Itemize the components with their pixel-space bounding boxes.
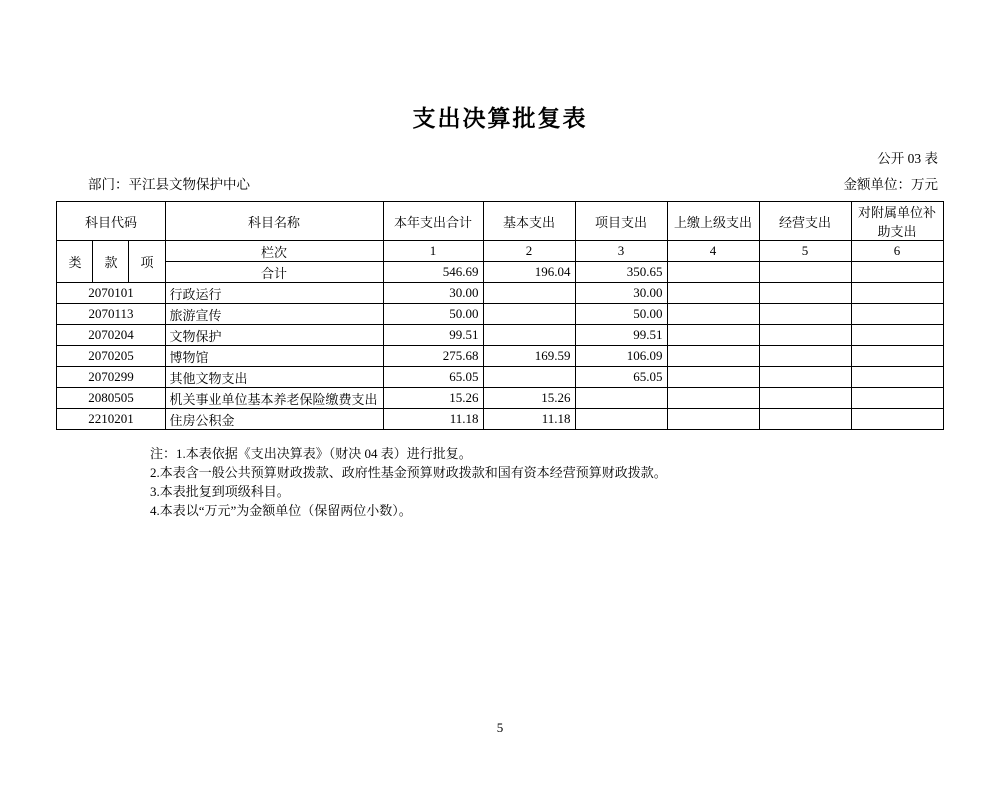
page-number: 5	[496, 720, 504, 735]
row-value-6	[851, 409, 943, 430]
lane-number-1: 1	[383, 241, 483, 262]
note-line-4: 4.本表以“万元”为金额单位（保留两位小数）。	[150, 503, 412, 518]
total-value-3: 350.65	[575, 262, 667, 283]
table-row	[57, 409, 943, 430]
total-value-4	[667, 262, 759, 283]
row-value-3: 99.51	[575, 325, 667, 346]
row-value-2: 169.59	[483, 346, 575, 367]
expenditure-table	[56, 201, 943, 430]
lane-number-5: 5	[759, 241, 851, 262]
total-value-2: 196.04	[483, 262, 575, 283]
header-cell-subsidy: 对附属单位补助支出	[851, 202, 943, 241]
row-value-5	[759, 409, 851, 430]
page-title: 支出决算批复表	[412, 106, 588, 131]
row-value-4	[667, 388, 759, 409]
row-name: 旅游宣传	[165, 304, 383, 325]
header-cell-operating: 经营支出	[759, 202, 851, 241]
row-code: 2080505	[57, 388, 165, 409]
row-value-1: 275.68	[383, 346, 483, 367]
form-code: 公开 03 表	[877, 151, 938, 166]
header-cell-total: 本年支出合计	[383, 202, 483, 241]
total-value-5	[759, 262, 851, 283]
row-code: 2070204	[57, 325, 165, 346]
row-name: 机关事业单位基本养老保险缴费支出	[165, 388, 383, 409]
row-value-1: 11.18	[383, 409, 483, 430]
row-value-2	[483, 325, 575, 346]
row-value-2	[483, 283, 575, 304]
row-name: 其他文物支出	[165, 367, 383, 388]
header-cell-code: 科目代码	[57, 202, 165, 241]
row-value-4	[667, 409, 759, 430]
row-code: 2070113	[57, 304, 165, 325]
table-row	[57, 283, 943, 304]
row-value-4	[667, 304, 759, 325]
row-value-1: 99.51	[383, 325, 483, 346]
table-notes	[0, 444, 1000, 520]
lane-number-6: 6	[851, 241, 943, 262]
table-meta-row	[0, 173, 1000, 195]
row-value-1: 30.00	[383, 283, 483, 304]
amount-unit-label: 金额单位：万元	[843, 177, 938, 192]
row-value-6	[851, 346, 943, 367]
row-value-2	[483, 367, 575, 388]
table-total-row	[57, 262, 943, 283]
document-page	[0, 100, 1000, 806]
row-value-6	[851, 367, 943, 388]
row-value-1: 15.26	[383, 388, 483, 409]
subheader-kuan: 款	[93, 241, 129, 283]
row-value-4	[667, 325, 759, 346]
row-value-5	[759, 283, 851, 304]
row-value-6	[851, 283, 943, 304]
row-value-4	[667, 346, 759, 367]
row-value-6	[851, 388, 943, 409]
row-value-1: 50.00	[383, 304, 483, 325]
total-value-1: 546.69	[383, 262, 483, 283]
table-header-row	[57, 202, 943, 241]
header-cell-project: 项目支出	[575, 202, 667, 241]
row-value-5	[759, 346, 851, 367]
row-value-4	[667, 367, 759, 388]
note-line-3: 3.本表批复到项级科目。	[150, 484, 290, 499]
row-value-1: 65.05	[383, 367, 483, 388]
row-code: 2210201	[57, 409, 165, 430]
row-value-3: 106.09	[575, 346, 667, 367]
row-name: 住房公积金	[165, 409, 383, 430]
table-row	[57, 325, 943, 346]
table-lane-row	[57, 241, 943, 262]
lane-number-4: 4	[667, 241, 759, 262]
row-value-4	[667, 283, 759, 304]
row-code: 2070101	[57, 283, 165, 304]
table-row	[57, 388, 943, 409]
row-value-5	[759, 367, 851, 388]
note-line-2: 2.本表含一般公共预算财政拨款、政府性基金预算财政拨款和国有资本经营预算财政拨款。	[150, 465, 667, 480]
header-cell-basic: 基本支出	[483, 202, 575, 241]
lane-label: 栏次	[165, 241, 383, 262]
row-code: 2070205	[57, 346, 165, 367]
row-value-3	[575, 409, 667, 430]
table-row	[57, 367, 943, 388]
row-value-2	[483, 304, 575, 325]
row-name: 文物保护	[165, 325, 383, 346]
row-value-3: 50.00	[575, 304, 667, 325]
row-code: 2070299	[57, 367, 165, 388]
subheader-xiang: 项	[129, 241, 165, 283]
total-value-6	[851, 262, 943, 283]
row-value-6	[851, 304, 943, 325]
department-label: 部门：平江县文物保护中心	[88, 177, 250, 192]
row-value-6	[851, 325, 943, 346]
total-label: 合计	[165, 262, 383, 283]
row-value-5	[759, 325, 851, 346]
row-value-3: 65.05	[575, 367, 667, 388]
row-value-5	[759, 388, 851, 409]
row-value-5	[759, 304, 851, 325]
lane-number-3: 3	[575, 241, 667, 262]
note-line-1: 注：1.本表依据《支出决算表》（财决 04 表）进行批复。	[150, 446, 472, 461]
subheader-lei: 类	[57, 241, 93, 283]
form-code-line	[0, 147, 1000, 167]
table-row	[57, 304, 943, 325]
row-value-3: 30.00	[575, 283, 667, 304]
row-name: 行政运行	[165, 283, 383, 304]
row-value-2: 15.26	[483, 388, 575, 409]
header-cell-name: 科目名称	[165, 202, 383, 241]
row-value-3	[575, 388, 667, 409]
row-name: 博物馆	[165, 346, 383, 367]
table-row	[57, 346, 943, 367]
lane-number-2: 2	[483, 241, 575, 262]
header-cell-upper: 上缴上级支出	[667, 202, 759, 241]
row-value-2: 11.18	[483, 409, 575, 430]
